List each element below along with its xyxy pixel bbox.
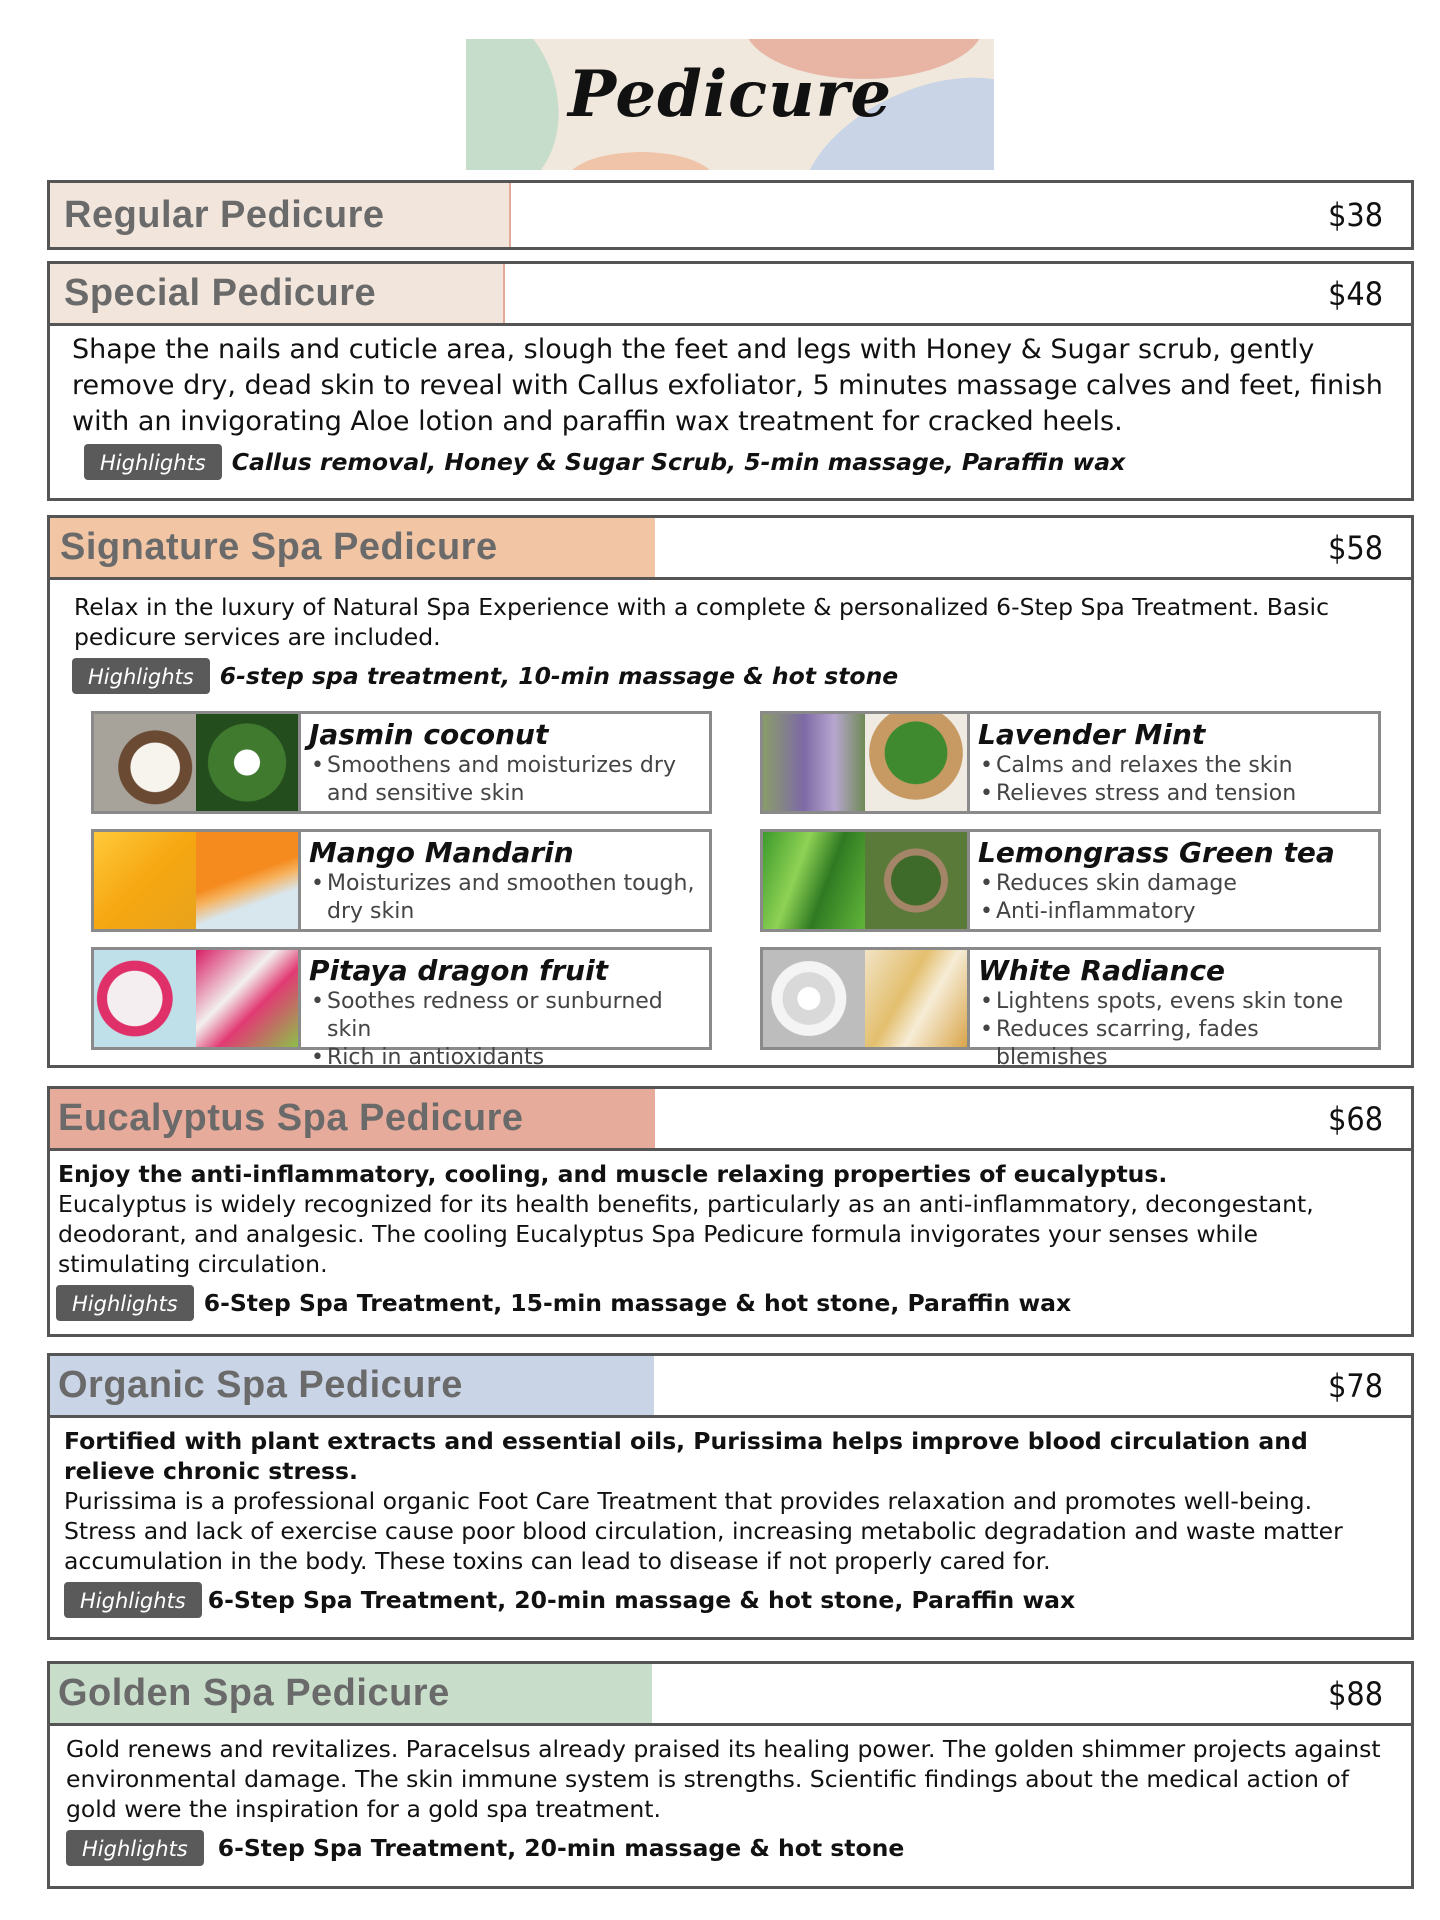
service-body <box>50 1151 1411 1321</box>
option-images <box>94 832 301 929</box>
service-price: $78 <box>1328 1366 1383 1405</box>
ginseng-image <box>865 950 967 1047</box>
pearls-image <box>763 950 865 1047</box>
option-text <box>301 832 709 929</box>
service-description: Shape the nails and cuticle area, slough the feet and legs with Honey & Sugar scrub, gently remove dry, dead skin to reveal with Callus exfoliator, 5 minutes massage calves and feet, finish with an invigorating Aloe lotion and paraffin wax treatment for cracked heels. <box>72 334 1383 437</box>
option-bullet: • Rich in antioxidants <box>309 1044 701 1072</box>
service-name: Regular Pedicure <box>50 183 511 247</box>
highlights-text: 6-step spa treatment, 10-min massage & hot stone <box>219 662 899 690</box>
option-bullets <box>309 988 701 1072</box>
highlights-badge: Highlights <box>84 444 222 480</box>
service-eucalyptus-spa-pedicure <box>47 1086 1414 1337</box>
pedicure-banner <box>466 39 994 170</box>
pitaya-image <box>94 950 196 1047</box>
banner-decoration <box>566 152 716 170</box>
service-body <box>50 580 1411 694</box>
option-images <box>94 714 301 811</box>
option-name: Lemongrass Green tea <box>978 836 1335 869</box>
option-bullets <box>978 752 1296 808</box>
option-text <box>970 832 1343 929</box>
highlights-row <box>66 1830 1393 1866</box>
service-name: Organic Spa Pedicure <box>50 1356 654 1415</box>
highlights-text: 6-Step Spa Treatment, 20-min massage & hot stone <box>217 1834 905 1862</box>
option-text <box>301 950 709 1070</box>
highlights-text: 6-Step Spa Treatment, 15-min massage & hot stone, Paraffin wax <box>203 1289 1072 1317</box>
service-description: Gold renews and revitalizes. Paracelsus already praised its healing power. The golden shimmer projects against environmental damage. The skin immune system is strengths. Scientific findings about the medical action of gold were the inspiration for a gold spa treatment. <box>66 1735 1381 1823</box>
mandarin-image <box>196 832 298 929</box>
service-organic-spa-pedicure <box>47 1353 1414 1640</box>
service-header <box>50 518 1411 580</box>
service-price: $68 <box>1328 1099 1383 1138</box>
highlights-badge: Highlights <box>56 1285 194 1321</box>
option-text <box>970 950 1378 1070</box>
service-name: Golden Spa Pedicure <box>50 1664 652 1723</box>
option-images <box>763 714 970 811</box>
service-price: $38 <box>1328 196 1383 234</box>
coconut-image <box>94 714 196 811</box>
option-bullet: • Reduces skin damage <box>978 870 1335 898</box>
page-title: Pedicure <box>567 57 893 132</box>
highlights-text: Callus removal, Honey & Sugar Scrub, 5-min massage, Paraffin wax <box>231 448 1126 476</box>
service-header <box>50 264 1411 326</box>
service-lead: Enjoy the anti-inflammatory, cooling, and muscle relaxing properties of eucalyptus. <box>58 1160 1168 1188</box>
option-name: Lavender Mint <box>978 718 1206 751</box>
option-bullet: • Smoothens and moisturizes dry and sensitive skin <box>309 752 701 808</box>
service-body <box>50 1418 1411 1618</box>
mint-image <box>865 714 967 811</box>
dragon-fruit-image <box>196 950 298 1047</box>
option-text <box>970 714 1304 811</box>
service-regular-pedicure <box>47 180 1414 250</box>
option-bullets <box>978 870 1335 926</box>
service-lead: Fortified with plant extracts and essential oils, Purissima helps improve blood circulation and relieve chronic stress. <box>64 1427 1308 1485</box>
service-body <box>50 1726 1411 1866</box>
option-card <box>91 947 712 1070</box>
option-bullet: • Soothes redness or sunburned skin <box>309 988 701 1044</box>
service-name: Special Pedicure <box>50 264 505 323</box>
service-price: $58 <box>1328 528 1383 567</box>
service-signature-spa-pedicure <box>47 515 1414 1068</box>
service-special-pedicure <box>47 261 1414 501</box>
option-text <box>301 714 709 811</box>
option-card <box>760 947 1381 1070</box>
option-bullet: • Anti-inflammatory <box>978 898 1335 926</box>
mango-image <box>94 832 196 929</box>
option-name: White Radiance <box>978 954 1226 987</box>
service-name: Signature Spa Pedicure <box>50 518 655 577</box>
option-images <box>763 832 970 929</box>
option-card <box>91 829 712 932</box>
option-bullets <box>978 988 1370 1072</box>
option-bullet: • Relieves stress and tension <box>978 780 1296 808</box>
option-images <box>763 950 970 1047</box>
option-name: Pitaya dragon fruit <box>309 954 609 987</box>
highlights-row <box>56 1285 1395 1321</box>
service-body <box>50 326 1411 490</box>
lavender-image <box>763 714 865 811</box>
highlights-text: 6-Step Spa Treatment, 20-min massage & hot stone, Paraffin wax <box>207 1586 1076 1614</box>
highlights-badge: Highlights <box>72 658 210 694</box>
option-name: Mango Mandarin <box>309 836 574 869</box>
option-bullet: • Moisturizes and smoothen tough, dry skin <box>309 870 701 926</box>
highlights-row <box>72 658 1389 694</box>
service-name: Eucalyptus Spa Pedicure <box>50 1089 655 1148</box>
service-price: $48 <box>1328 274 1383 313</box>
jasmine-image <box>196 714 298 811</box>
service-golden-spa-pedicure <box>47 1661 1414 1889</box>
service-price: $88 <box>1328 1674 1383 1713</box>
highlights-row <box>72 444 1389 480</box>
service-header <box>50 1356 1411 1418</box>
service-header <box>50 1089 1411 1151</box>
option-bullets <box>309 870 701 926</box>
service-header <box>50 1664 1411 1726</box>
option-card <box>91 711 712 814</box>
option-card <box>760 829 1381 932</box>
service-description: Relax in the luxury of Natural Spa Experience with a complete & personalized 6-Step Spa Treatment. Basic pedicure services are included. <box>74 593 1329 651</box>
service-header <box>50 183 1411 247</box>
highlights-row <box>64 1582 1387 1618</box>
option-bullet: • Calms and relaxes the skin <box>978 752 1296 780</box>
highlights-badge: Highlights <box>64 1582 202 1618</box>
green-tea-image <box>865 832 967 929</box>
service-description: Purissima is a professional organic Foot Care Treatment that provides relaxation and promotes well-being. Stress and lack of exercise cause poor blood circulation, increasing metabolic degradation and waste matter accumulation in the body. These toxins can lead to disease if not properly cared for. <box>64 1487 1343 1575</box>
option-card <box>760 711 1381 814</box>
option-bullets <box>309 752 701 808</box>
option-bullet: • Lightens spots, evens skin tone <box>978 988 1370 1016</box>
option-bullet: • Reduces scarring, fades blemishes <box>978 1016 1370 1072</box>
lemongrass-image <box>763 832 865 929</box>
highlights-badge: Highlights <box>66 1830 204 1866</box>
option-name: Jasmin coconut <box>309 718 549 751</box>
option-images <box>94 950 301 1047</box>
service-description: Eucalyptus is widely recognized for its health benefits, particularly as an anti-inflammatory, decongestant, deodorant, and analgesic. The cooling Eucalyptus Spa Pedicure formula invigorates your senses while stimulating circulation. <box>58 1190 1314 1278</box>
